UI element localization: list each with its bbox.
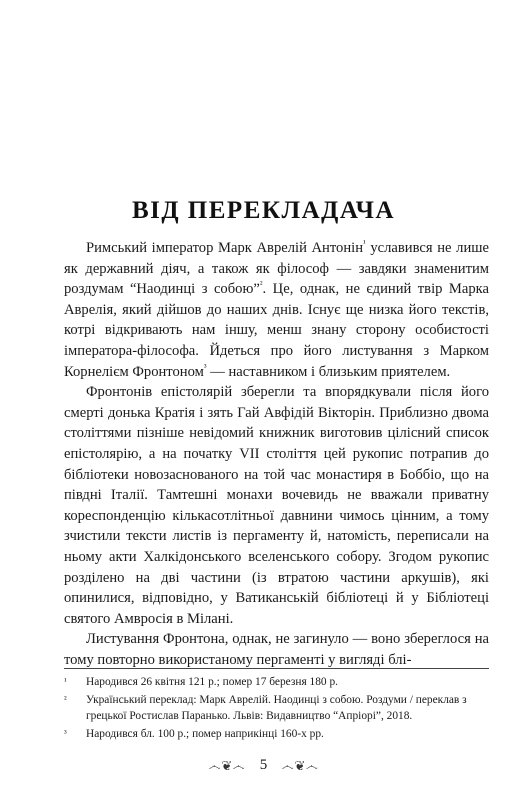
- footnote-number: ³: [64, 728, 67, 738]
- paragraph-1-part-1: Римський імператор Марк Аврелій Антонін: [86, 240, 364, 256]
- footnote-3: [64, 726, 489, 742]
- footnote-ref-2[interactable]: ²: [259, 279, 263, 290]
- paragraph-1: [64, 238, 489, 382]
- paragraph-3: Листування Фронтона, однак, не загинуло — воно збереглося на тому повторно використаному пергаменті у вигляді блі-: [64, 631, 489, 668]
- footnote-1: [64, 674, 489, 690]
- ornament-right-icon: ෴❦෴: [281, 757, 319, 773]
- footnote-ref-3[interactable]: ³: [203, 361, 207, 372]
- paragraph-1-part-2: уславився не лише як державний діяч, а також як філософ — завдяки знаменитим роздумам “Наодинці з собою”: [64, 240, 489, 298]
- footnotes: [64, 674, 489, 744]
- footnote-text: Народився 26 квітня 121 р.; помер 17 березня 180 р.: [86, 676, 339, 688]
- footnote-number: ²: [64, 694, 67, 704]
- chapter-title: ВІД ПЕРЕКЛАДАЧА: [131, 196, 396, 224]
- paragraph-1-part-3: . Це, однак, не єдиний твір Марка Аврелія, який дійшов до наших днів. Існує ще низка його текстів, котрі відкривають нам іншу, менш знану сторону особистості імператора-філософа. Йдеться про його листування з Марком Корнелієм Фронтоном: [64, 281, 490, 380]
- paragraph-2: Фронтонів епістолярій зберегли та впорядкували після його смерті донька Кратія і зять Гай Авфідій Вікторін. Приблизно двома століттями пізніше невідомий книжник виготовив цілісний список епістолярію, а на початку VII століття цей рукопис потрапив до бібліотеки новозаснованого на той час монастиря в Боббіо, що на півдні Італії. Тамтешні монахи вочевидь не вважали приватну кореспонденцію кількасотлітньої давнини чимось цінним, а тому зчистили тексти листів із пергаменту й, натомість, переписали на ньому акти Халкідонського вселенського собору. Згодом рукопис розділено на дві частини (із втратою частини аркушів), які опинилися, відповідно, у Ватиканській бібліотеці й у Бібліотеці святого Амвросія в Мілані.: [64, 384, 489, 627]
- paragraph-1-part-4: — наставником і близьким приятелем.: [206, 363, 451, 380]
- footnote-2: [64, 692, 489, 724]
- footnote-divider: [64, 668, 489, 669]
- page-number: 5: [259, 757, 268, 773]
- footnote-number: ¹: [64, 676, 67, 686]
- page-footer: [0, 757, 527, 774]
- footnote-ref-1[interactable]: ¹: [363, 238, 366, 249]
- footnote-text: Український переклад: Марк Аврелій. Наодинці з собою. Роздуми / переклав з грецької Ростислав Паранько. Львів: Видавництво “Апріорі”, 2018.: [86, 694, 467, 722]
- footnote-text: Народився бл. 100 р.; помер наприкінці 160-х рр.: [86, 728, 324, 740]
- ornament-left-icon: ෴❦෴: [208, 757, 246, 773]
- body-text: [64, 238, 489, 670]
